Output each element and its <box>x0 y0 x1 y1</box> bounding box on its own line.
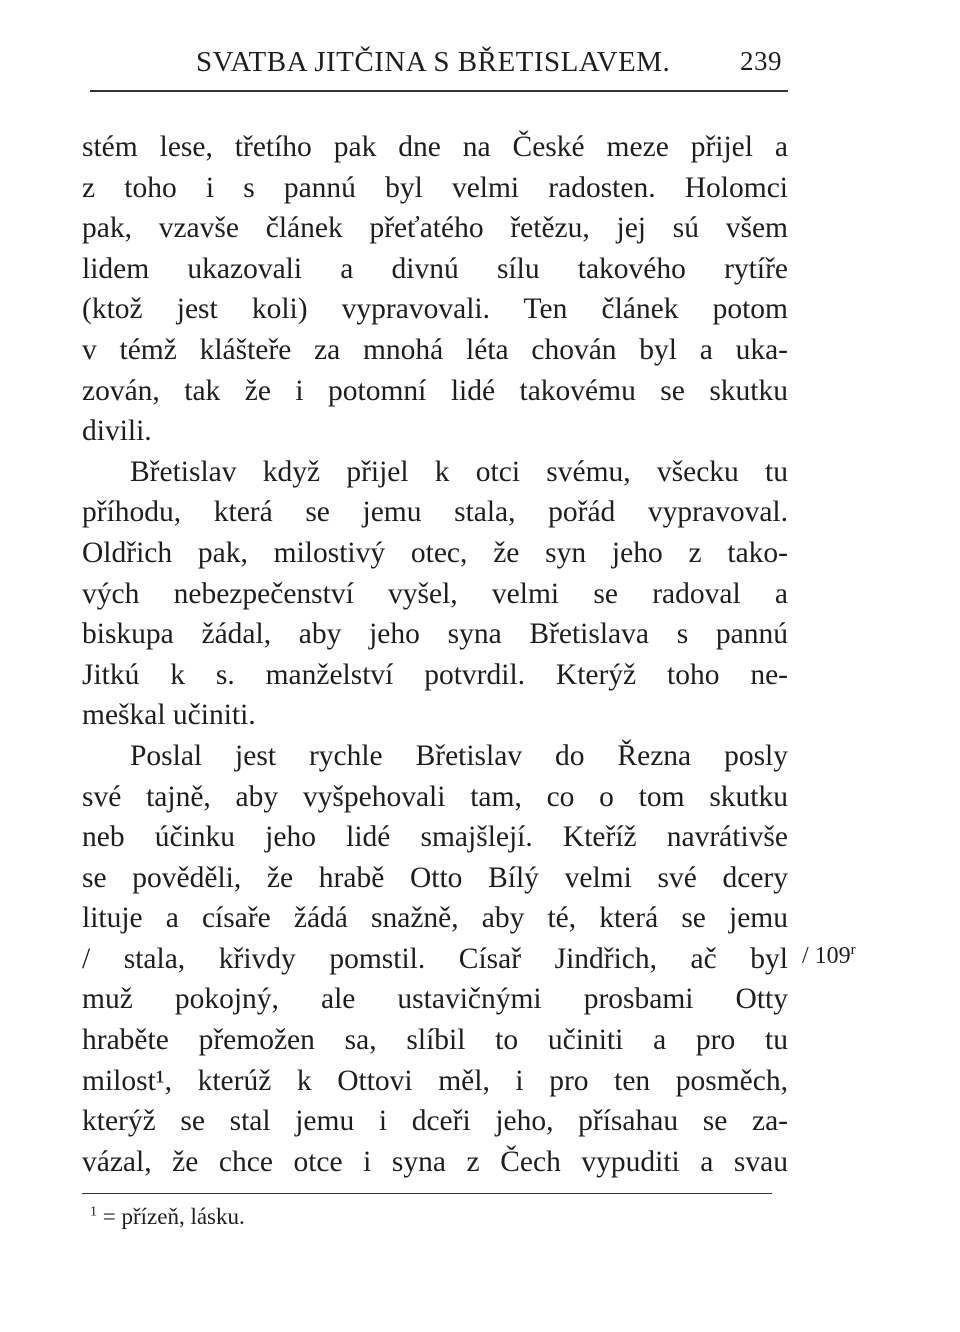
text-line: vázal, že chce otce i syna z Čech vypuditi a svau <box>82 1145 788 1178</box>
header-rule <box>90 90 788 92</box>
running-head <box>90 46 790 86</box>
footnote <box>90 1204 245 1230</box>
text-line: své tajně, aby vyšpehovali tam, co o tom skutku <box>82 780 788 813</box>
text-line: Poslal jest rychle Břetislav do Řezna posly <box>130 739 788 772</box>
text-line: pak, vzavše článek přeťatého řetězu, jej sú všem <box>82 212 788 245</box>
text-line: Břetislav když přijel k otci svému, všecku tu <box>130 455 788 488</box>
footnote-text: = přízeň, lásku. <box>97 1204 245 1229</box>
text-line: vých nebezpečenství vyšel, velmi se radoval a <box>82 577 788 610</box>
text-line: milost¹, kterúž k Ottovi měl, i pro ten posměch, <box>82 1064 788 1097</box>
text-line: hraběte přemožen sa, slíbil to učiniti a pro tu <box>82 1024 788 1057</box>
footnote-marker: 1 <box>90 1204 97 1220</box>
text-line: kterýž se stal jemu i dceři jeho, přísahau se za- <box>82 1105 788 1138</box>
text-line: (ktož jest koli) vypravovali. Ten článek potom <box>82 293 788 326</box>
margin-folio-sup: r <box>850 942 856 958</box>
text-line: se pověděli, že hrabě Otto Bílý velmi své dcery <box>82 861 788 894</box>
text-line: / stala, křivdy pomstil. Císař Jindřich, ač byl <box>82 942 788 975</box>
text-line: v témž klášteře za mnohá léta chován byl a uka- <box>82 333 788 366</box>
text-line: Oldřich pak, milostivý otec, že syn jeho z tako- <box>82 536 788 569</box>
text-line: příhodu, která se jemu stala, pořád vypravoval. <box>82 496 788 529</box>
text-line: z toho i s pannú byl velmi radosten. Holomci <box>82 171 788 204</box>
page-number: 239 <box>740 46 782 76</box>
text-line: meškal učiniti. <box>82 699 256 732</box>
text-line: divili. <box>82 415 152 448</box>
running-title: SVATBA JITČINA S BŘETISLAVEM. <box>196 46 671 78</box>
text-line: stém lese, třetího pak dne na České meze přijel a <box>82 131 788 163</box>
text-line: biskupa žádal, aby jeho syna Břetislava s pannú <box>82 618 788 651</box>
text-line: muž pokojný, ale ustavičnými prosbami Otty <box>82 983 788 1016</box>
text-line: neb účinku jeho lidé smajšlejí. Kteříž navrátivše <box>82 821 788 854</box>
text-line: zován, tak že i potomní lidé takovému se skutku <box>82 374 788 407</box>
margin-folio-text: / 109 <box>802 943 851 969</box>
footnote-rule <box>82 1193 772 1194</box>
text-line: Jitkú k s. manželství potvrdil. Kterýž toho ne- <box>82 658 788 691</box>
text-line: lidem ukazovali a divnú sílu takového rytíře <box>82 252 788 285</box>
text-line: lituje a císaře žádá snažně, aby té, která se jemu <box>82 902 788 935</box>
margin-folio-note <box>802 942 856 970</box>
body-text <box>82 127 788 1182</box>
